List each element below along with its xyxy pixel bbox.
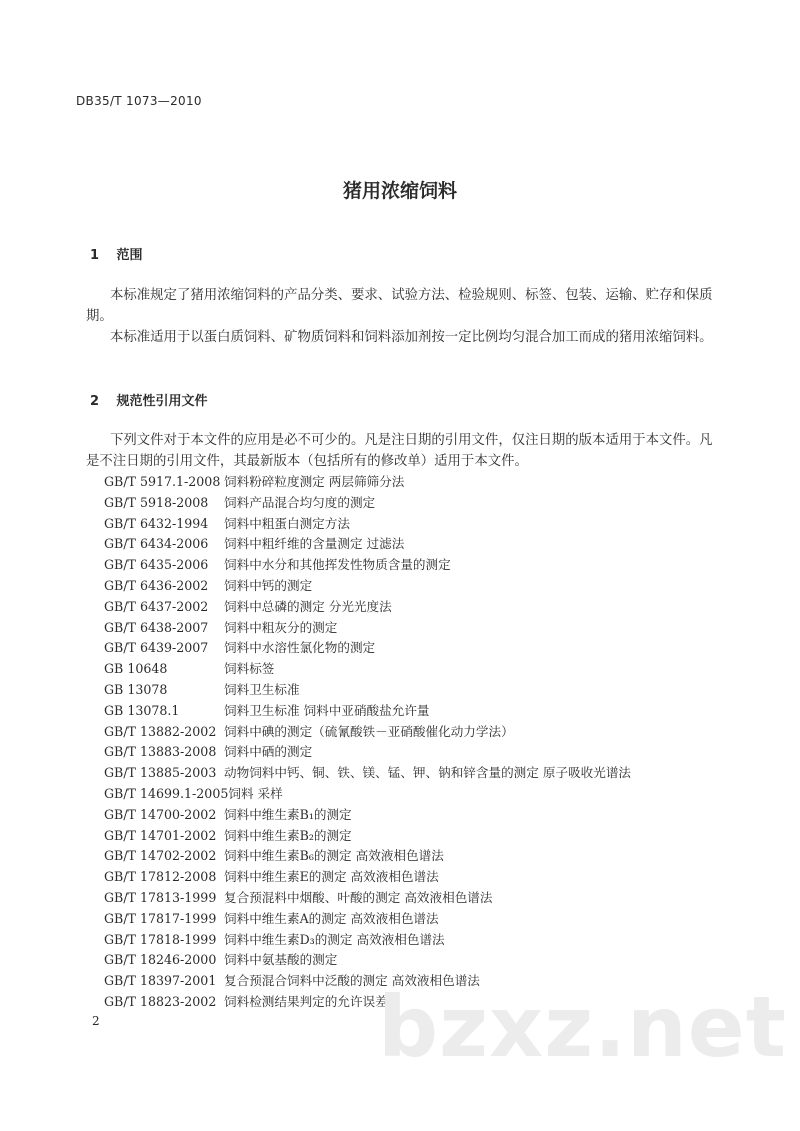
reference-code: GB/T 14701-2002 <box>104 827 217 843</box>
reference-title: 饲料中维生素E的测定 高效液相色谱法 <box>224 869 439 885</box>
reference-title: 复合预混合饲料中泛酸的测定 高效液相色谱法 <box>224 973 480 989</box>
reference-item <box>104 679 631 700</box>
reference-title: 饲料中维生素B₂的测定 <box>224 827 352 843</box>
watermark: bzxz.net <box>378 978 787 1076</box>
reference-item <box>104 617 631 638</box>
reference-title: 饲料粉碎粒度测定 两层筛筛分法 <box>224 474 405 489</box>
reference-code: GB/T 6434-2006 <box>104 536 209 552</box>
reference-item <box>104 762 631 783</box>
page-number: 2 <box>92 1014 100 1028</box>
reference-title: 饲料中水溶性氯化物的测定 <box>224 640 376 656</box>
reference-code: GB/T 6438-2007 <box>104 619 209 635</box>
reference-code: GB/T 17812-2008 <box>104 869 217 885</box>
reference-title: 饲料中氨基酸的测定 <box>224 952 338 968</box>
reference-title: 饲料中总磷的测定 分光光度法 <box>224 598 392 614</box>
reference-code: GB/T 14702-2002 <box>104 848 217 864</box>
reference-title: 饲料中钙的测定 <box>224 577 313 593</box>
reference-item <box>104 533 631 554</box>
reference-item <box>104 700 631 721</box>
scope-paragraph-2: 本标准适用于以蛋白质饲料、矿物质饲料和饲料添加剂按一定比例均匀混合加工而成的猪用浓缩饲料。 <box>110 330 713 345</box>
reference-code: GB/T 18246-2000 <box>104 952 217 968</box>
reference-title: 饲料中粗蛋白测定方法 <box>224 515 350 531</box>
section-title: 规范性引用文件 <box>116 394 208 409</box>
reference-title: 饲料产品混合均匀度的测定 <box>224 494 376 510</box>
reference-code: GB/T 6439-2007 <box>104 640 209 656</box>
reference-code: GB/T 6432-1994 <box>104 515 209 531</box>
reference-list <box>104 471 631 1012</box>
reference-item <box>104 492 631 513</box>
reference-code: GB/T 6435-2006 <box>104 557 209 573</box>
section-heading-scope <box>90 244 143 263</box>
reference-item <box>104 887 631 908</box>
reference-item <box>104 575 631 596</box>
reference-title: 饲料卫生标准 <box>224 681 300 697</box>
reference-title: 饲料中维生素B₁的测定 <box>224 806 352 822</box>
reference-code: GB/T 18823-2002 <box>104 993 217 1009</box>
reference-item <box>104 658 631 679</box>
reference-code: GB/T 14699.1-2005 <box>104 785 229 801</box>
reference-code: GB/T 5918-2008 <box>104 494 209 510</box>
reference-item <box>104 949 631 970</box>
reference-item <box>104 554 631 575</box>
reference-item <box>104 596 631 617</box>
reference-title: 复合预混料中烟酸、叶酸的测定 高效液相色谱法 <box>224 889 493 905</box>
reference-code: GB/T 17817-1999 <box>104 910 217 926</box>
reference-title: 饲料中维生素B₆的测定 高效液相色谱法 <box>224 848 444 864</box>
reference-item <box>104 991 631 1012</box>
reference-title: 饲料中碘的测定（硫氰酸铁－亚硝酸催化动力学法） <box>224 723 514 739</box>
reference-code: GB/T 14700-2002 <box>104 806 217 822</box>
reference-item <box>104 866 631 887</box>
reference-item <box>104 825 631 846</box>
reference-item <box>104 804 631 825</box>
reference-code: GB/T 13883-2008 <box>104 744 217 760</box>
reference-item <box>104 845 631 866</box>
reference-title: 饲料中粗灰分的测定 <box>224 619 338 635</box>
section-number: 2 <box>90 394 100 409</box>
reference-item <box>104 970 631 991</box>
reference-item <box>104 721 631 742</box>
reference-title: 饲料 采样 <box>228 785 283 801</box>
document-title: 猪用浓缩饲料 <box>342 180 457 202</box>
reference-item <box>104 471 631 492</box>
references-intro-paragraph: 下列文件对于本文件的应用是必不可少的。凡是注日期的引用文件，仅注日期的版本适用于本文件。凡是不注日期的引用文件，其最新版本（包括所有的修改单）适用于本文件。 <box>86 433 713 469</box>
reference-title: 动物饲料中钙、铜、铁、镁、锰、钾、钠和锌含量的测定 原子吸收光谱法 <box>224 765 632 781</box>
reference-item <box>104 741 631 762</box>
reference-title: 饲料中硒的测定 <box>224 744 313 760</box>
section-heading-normative-references <box>90 390 208 409</box>
reference-code: GB/T 5917.1-2008 <box>104 474 221 489</box>
reference-code: GB/T 6437-2002 <box>104 598 209 614</box>
reference-code: GB 13078 <box>104 681 168 697</box>
section-title: 范围 <box>116 248 143 263</box>
scope-paragraph-1: 本标准规定了猪用浓缩饲料的产品分类、要求、试验方法、检验规则、标签、包装、运输、贮存和保质期。 <box>86 288 713 324</box>
reference-code: GB/T 17813-1999 <box>104 889 217 905</box>
reference-code: GB/T 18397-2001 <box>104 973 217 989</box>
reference-code: GB 13078.1 <box>104 702 180 718</box>
reference-code: GB/T 17818-1999 <box>104 931 217 947</box>
reference-item <box>104 783 631 804</box>
reference-title: 饲料中粗纤维的含量测定 过滤法 <box>224 536 405 552</box>
reference-title: 饲料中维生素D₃的测定 高效液相色谱法 <box>224 931 445 947</box>
reference-title: 饲料卫生标准 饲料中亚硝酸盐允许量 <box>224 702 430 718</box>
reference-title: 饲料检测结果判定的允许误差 <box>224 993 388 1009</box>
reference-code: GB/T 6436-2002 <box>104 577 209 593</box>
section-number: 1 <box>90 248 100 263</box>
reference-code: GB 10648 <box>104 661 168 677</box>
reference-code: GB/T 13885-2003 <box>104 765 217 781</box>
reference-item <box>104 908 631 929</box>
reference-title: 饲料标签 <box>224 661 275 677</box>
reference-title: 饲料中水分和其他挥发性物质含量的测定 <box>224 557 451 573</box>
header-code: DB35/T 1073—2010 <box>76 94 202 108</box>
reference-title: 饲料中维生素A的测定 高效液相色谱法 <box>224 910 439 926</box>
reference-item <box>104 513 631 534</box>
reference-item <box>104 637 631 658</box>
reference-item <box>104 929 631 950</box>
reference-code: GB/T 13882-2002 <box>104 723 217 739</box>
